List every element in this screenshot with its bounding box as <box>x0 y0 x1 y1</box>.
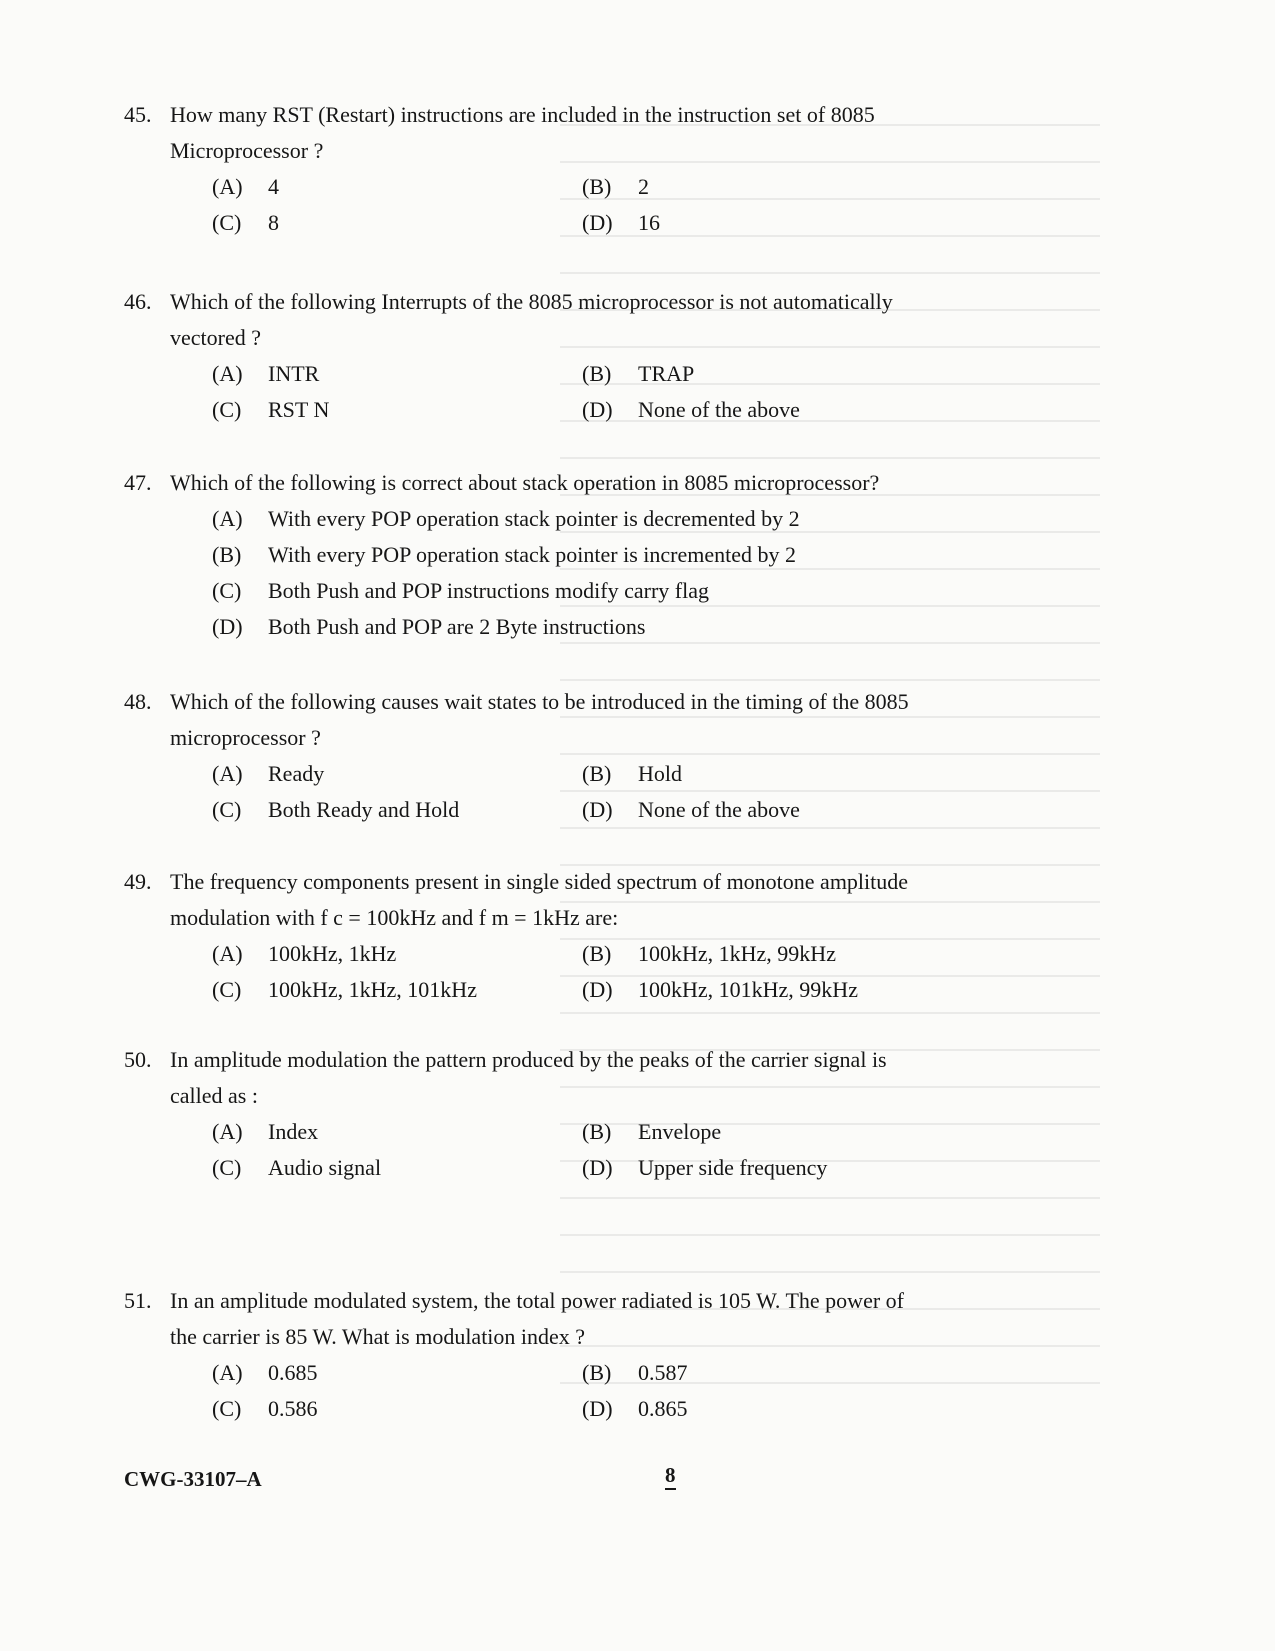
page-number: 8 <box>665 1462 676 1490</box>
question-number: 46. <box>124 289 152 314</box>
question-text-line: The frequency components present in single sided spectrum of monotone amplitude <box>170 869 909 894</box>
option-a: (A) Ready <box>212 761 325 786</box>
question-number: 51. <box>124 1288 152 1313</box>
option-b: (B) Hold <box>582 761 682 786</box>
option-c: (C) 0.586 <box>212 1396 318 1421</box>
question-number: 48. <box>124 689 152 714</box>
option-c: (C) RST N <box>212 397 330 422</box>
question-text-line: modulation with f c = 100kHz and f m = 1kHz are: <box>170 905 619 930</box>
question-text-line: Microprocessor ? <box>170 138 324 163</box>
option-d: (D) Upper side frequency <box>582 1155 828 1180</box>
question-46 <box>124 284 1004 428</box>
option-d: (D) 0.865 <box>582 1396 688 1421</box>
option-d: (D) 100kHz, 101kHz, 99kHz <box>582 977 858 1002</box>
question-49 <box>124 864 1004 1008</box>
question-50 <box>124 1042 1004 1186</box>
question-number: 47. <box>124 470 152 495</box>
question-text-line: the carrier is 85 W. What is modulation index ? <box>170 1324 586 1349</box>
option-d: (D) None of the above <box>582 397 800 422</box>
option-c: (C) Both Push and POP instructions modify carry flag <box>212 578 709 603</box>
question-text-line: Which of the following causes wait states to be introduced in the timing of the 8085 <box>170 689 909 714</box>
option-c: (C) 100kHz, 1kHz, 101kHz <box>212 977 477 1002</box>
option-b: (B) 0.587 <box>582 1360 688 1385</box>
question-48 <box>124 684 1004 828</box>
option-a: (A) 4 <box>212 174 279 199</box>
option-d: (D) None of the above <box>582 797 800 822</box>
option-a: (A) With every POP operation stack pointer is decremented by 2 <box>212 506 800 531</box>
question-47 <box>124 465 1004 645</box>
question-51 <box>124 1283 1004 1427</box>
question-45 <box>124 97 1004 241</box>
question-text-line: In amplitude modulation the pattern produced by the peaks of the carrier signal is <box>170 1047 887 1072</box>
paper-code: CWG-33107–A <box>124 1467 262 1491</box>
option-a: (A) 100kHz, 1kHz <box>212 941 397 966</box>
question-text-line: How many RST (Restart) instructions are included in the instruction set of 8085 <box>170 102 875 127</box>
option-b: (B) With every POP operation stack pointer is incremented by 2 <box>212 542 796 567</box>
option-b: (B) 100kHz, 1kHz, 99kHz <box>582 941 836 966</box>
question-text-line: Which of the following is correct about stack operation in 8085 microprocessor? <box>170 470 880 495</box>
option-a: (A) Index <box>212 1119 319 1144</box>
question-number: 49. <box>124 869 152 894</box>
option-c: (C) Both Ready and Hold <box>212 797 460 822</box>
question-text-line: microprocessor ? <box>170 725 321 750</box>
question-text-line: Which of the following Interrupts of the 8085 microprocessor is not automatically <box>170 289 893 314</box>
question-text-line: vectored ? <box>170 325 261 350</box>
option-a: (A) 0.685 <box>212 1360 318 1385</box>
option-d: (D) 16 <box>582 210 660 235</box>
option-a: (A) INTR <box>212 361 320 386</box>
option-d: (D) Both Push and POP are 2 Byte instructions <box>212 614 646 639</box>
option-c: (C) Audio signal <box>212 1155 382 1180</box>
question-number: 45. <box>124 102 152 127</box>
question-text-line: called as : <box>170 1083 258 1108</box>
option-c: (C) 8 <box>212 210 279 235</box>
option-b: (B) Envelope <box>582 1119 722 1144</box>
option-b: (B) 2 <box>582 174 649 199</box>
question-number: 50. <box>124 1047 152 1072</box>
question-text-line: In an amplitude modulated system, the total power radiated is 105 W. The power of <box>170 1288 904 1313</box>
option-b: (B) TRAP <box>582 361 695 386</box>
